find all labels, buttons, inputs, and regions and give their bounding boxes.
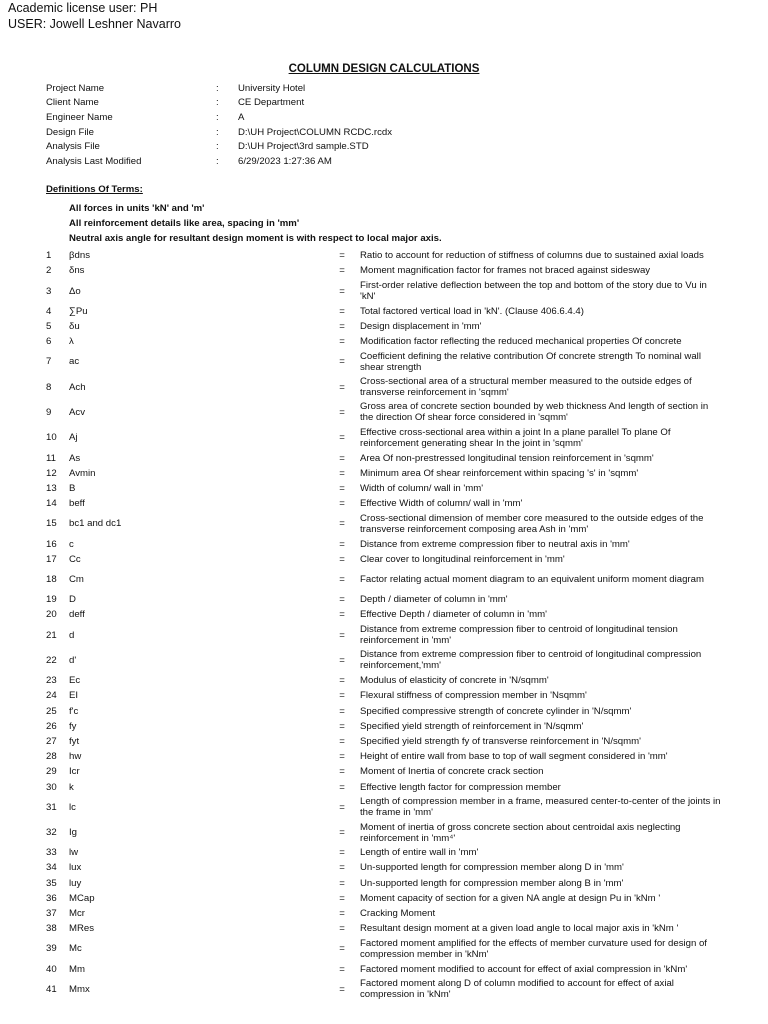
term-definition: Factor relating actual moment diagram to an equivalent uniform moment diagram	[360, 573, 704, 585]
term-definition: Effective Depth / diameter of column in 'mm'	[360, 609, 547, 621]
term-symbol: c	[69, 538, 74, 550]
term-symbol: EI	[69, 690, 79, 702]
term-definition: Cross-sectional area of a structural member measured to the outside edges of transverse reinforcement in 'sqmm'	[360, 376, 692, 399]
term-number: 10	[46, 432, 57, 444]
term-equals: =	[339, 381, 345, 393]
meta-label: Design File	[46, 126, 94, 138]
term-symbol: k	[69, 781, 74, 793]
term-definition: Moment magnification factor for frames not braced against sidesway	[360, 265, 651, 277]
term-number: 28	[46, 751, 57, 763]
term-number: 3	[46, 285, 52, 297]
term-row	[46, 936, 736, 961]
term-equals: =	[339, 943, 345, 955]
term-equals: =	[339, 553, 345, 565]
meta-value: D:\UH Project\COLUMN RCDC.rcdx	[238, 126, 393, 138]
term-definition: Total factored vertical load in 'kN'. (Clause 406.6.4.4)	[360, 305, 584, 317]
term-row	[46, 400, 736, 425]
term-definition: Factored moment along D of column modified to account for effect of axial compression in 'kNm'	[360, 978, 674, 1001]
term-equals: =	[339, 827, 345, 839]
term-symbol: deff	[69, 609, 85, 621]
term-symbol: δu	[69, 320, 80, 332]
term-equals: =	[339, 594, 345, 606]
term-equals: =	[339, 573, 345, 585]
term-row	[46, 921, 736, 936]
term-definition: Minimum area Of shear reinforcement within spacing 's' in 'sqmm'	[360, 467, 639, 479]
license-info	[8, 0, 181, 32]
term-definition: Design displacement in 'mm'	[360, 320, 482, 332]
term-row	[46, 481, 736, 496]
term-equals: =	[339, 285, 345, 297]
term-number: 7	[46, 356, 52, 368]
term-definition: Specified compressive strength of concrete cylinder in 'N/sqmm'	[360, 705, 632, 717]
term-symbol: lc	[69, 801, 76, 813]
term-row	[46, 375, 736, 400]
term-row	[46, 845, 736, 860]
term-symbol: d'	[69, 654, 77, 666]
license-user: Academic license user: PH	[8, 1, 158, 15]
meta-colon: :	[216, 155, 219, 167]
term-equals: =	[339, 781, 345, 793]
meta-value: D:\UH Project\3rd sample.STD	[238, 141, 369, 153]
term-number: 4	[46, 305, 52, 317]
term-definition: Moment of inertia of gross concrete section about centroidal axis neglecting reinforcement in 'mm⁴'	[360, 821, 681, 844]
term-symbol: lw	[69, 847, 79, 859]
term-equals: =	[339, 406, 345, 418]
term-definition: Clear cover to longitudinal reinforcement in 'mm'	[360, 553, 565, 565]
term-definition: Depth / diameter of column in 'mm'	[360, 594, 508, 606]
meta-label: Analysis Last Modified	[46, 155, 142, 167]
term-symbol: Mmx	[69, 983, 90, 995]
term-equals: =	[339, 432, 345, 444]
meta-row	[46, 96, 392, 111]
term-number: 27	[46, 735, 57, 747]
term-definition: Resultant design moment at a given load angle to local major axis in 'kNm '	[360, 923, 679, 935]
term-definition: Gross area of concrete section bounded by web thickness And length of section in the direction Of shear force considered in 'sqmm'	[360, 401, 709, 424]
meta-value: University Hotel	[238, 82, 306, 94]
license-username: USER: Jowell Leshner Navarro	[8, 17, 181, 31]
term-symbol: Ec	[69, 675, 81, 687]
term-equals: =	[339, 467, 345, 479]
term-row	[46, 496, 736, 511]
term-equals: =	[339, 356, 345, 368]
term-equals: =	[339, 452, 345, 464]
term-symbol: MRes	[69, 923, 95, 935]
term-equals: =	[339, 766, 345, 778]
term-number: 12	[46, 467, 57, 479]
term-symbol: Acv	[69, 406, 85, 418]
term-equals: =	[339, 877, 345, 889]
term-number: 17	[46, 553, 57, 565]
term-definition: Distance from extreme compression fiber to centroid of longitudinal compression reinforcement,'mm'	[360, 649, 702, 672]
term-symbol: Cm	[69, 573, 84, 585]
term-symbol: MCap	[69, 892, 95, 904]
unit-note: Neutral axis angle for resultant design moment is with respect to local major axis.	[69, 232, 442, 244]
definitions-heading: Definitions Of Terms:	[46, 184, 143, 195]
term-symbol: Aj	[69, 432, 78, 444]
term-definition: Coefficient defining the relative contribution Of concrete strength To nominal wall shear strength	[360, 350, 701, 373]
term-definition: Modification factor reflecting the reduced mechanical properties Of concrete	[360, 336, 682, 348]
term-equals: =	[339, 892, 345, 904]
term-number: 21	[46, 629, 57, 641]
term-row	[46, 607, 736, 622]
term-number: 1	[46, 250, 52, 262]
term-row	[46, 319, 736, 334]
unit-note: All forces in units 'kN' and 'm'	[69, 202, 205, 214]
unit-note: All reinforcement details like area, spacing in 'mm'	[69, 217, 300, 229]
term-row	[46, 567, 736, 592]
term-row	[46, 425, 736, 450]
term-symbol: As	[69, 452, 81, 464]
term-row	[46, 764, 736, 779]
term-symbol: Avmin	[69, 467, 96, 479]
meta-row	[46, 81, 392, 96]
term-row	[46, 304, 736, 319]
term-definition: Width of column/ wall in 'mm'	[360, 482, 484, 494]
term-row	[46, 552, 736, 567]
term-row	[46, 349, 736, 374]
term-row	[46, 536, 736, 551]
term-symbol: Ach	[69, 381, 86, 393]
term-row	[46, 749, 736, 764]
term-row	[46, 248, 736, 263]
meta-label: Client Name	[46, 97, 99, 109]
term-definition: Area Of non-prestressed longitudinal tension reinforcement in 'sqmm'	[360, 452, 654, 464]
term-symbol: λ	[69, 336, 74, 348]
term-symbol: Mc	[69, 943, 82, 955]
term-equals: =	[339, 705, 345, 717]
term-equals: =	[339, 609, 345, 621]
term-definition: Effective Width of column/ wall in 'mm'	[360, 498, 523, 510]
meta-colon: :	[216, 82, 219, 94]
term-symbol: Icr	[69, 766, 80, 778]
term-row	[46, 648, 736, 673]
term-number: 20	[46, 609, 57, 621]
term-number: 22	[46, 654, 57, 666]
term-row	[46, 623, 736, 648]
term-definition: Distance from extreme compression fiber to neutral axis in 'mm'	[360, 538, 630, 550]
term-number: 18	[46, 573, 57, 585]
term-definition: Length of entire wall in 'mm'	[360, 847, 479, 859]
term-row	[46, 876, 736, 891]
term-equals: =	[339, 983, 345, 995]
term-number: 36	[46, 892, 57, 904]
term-number: 25	[46, 705, 57, 717]
term-definition: Cracking Moment	[360, 908, 436, 920]
term-symbol: fyt	[69, 735, 80, 747]
term-equals: =	[339, 265, 345, 277]
term-number: 13	[46, 482, 57, 494]
term-row	[46, 334, 736, 349]
term-row	[46, 278, 736, 303]
meta-colon: :	[216, 141, 219, 153]
term-symbol: d	[69, 629, 75, 641]
term-equals: =	[339, 751, 345, 763]
term-symbol: beff	[69, 498, 85, 510]
meta-value: CE Department	[238, 97, 305, 109]
term-row	[46, 977, 736, 1002]
term-definition: Specified yield strength fy of transverse reinforcement in 'N/sqmm'	[360, 735, 641, 747]
term-equals: =	[339, 538, 345, 550]
term-definition: Distance from extreme compression fiber to centroid of longitudinal tension reinforcement in 'mm'	[360, 624, 678, 647]
term-equals: =	[339, 498, 345, 510]
term-definition: Ratio to account for reduction of stiffness of columns due to sustained axial loads	[360, 250, 704, 262]
term-row	[46, 734, 736, 749]
term-number: 34	[46, 862, 57, 874]
term-row	[46, 795, 736, 820]
term-row	[46, 820, 736, 845]
meta-value: 6/29/2023 1:27:36 AM	[238, 155, 332, 167]
term-equals: =	[339, 862, 345, 874]
term-symbol: ∑Pu	[69, 305, 88, 317]
unit-notes	[69, 201, 442, 246]
meta-label: Project Name	[46, 82, 105, 94]
term-definition: Cross-sectional dimension of member core measured to the outside edges of the transverse reinforcement composing area Ash in 'mm'	[360, 512, 704, 535]
document-title: COLUMN DESIGN CALCULATIONS	[288, 63, 480, 75]
term-number: 38	[46, 923, 57, 935]
term-number: 31	[46, 801, 57, 813]
term-symbol: δns	[69, 265, 85, 277]
meta-colon: :	[216, 126, 219, 138]
term-definition: Un-supported length for compression member along D in 'mm'	[360, 862, 624, 874]
term-equals: =	[339, 482, 345, 494]
term-equals: =	[339, 336, 345, 348]
term-row	[46, 263, 736, 278]
meta-label: Engineer Name	[46, 111, 113, 123]
term-equals: =	[339, 908, 345, 920]
term-definition: Length of compression member in a frame, measured center-to-center of the joints in the frame in 'mm'	[360, 796, 721, 819]
term-equals: =	[339, 629, 345, 641]
term-symbol: fy	[69, 720, 77, 732]
term-row	[46, 703, 736, 718]
term-row	[46, 860, 736, 875]
term-row	[46, 466, 736, 481]
term-equals: =	[339, 735, 345, 747]
term-number: 19	[46, 594, 57, 606]
term-symbol: Mm	[69, 963, 85, 975]
term-definition: Factored moment amplified for the effects of member curvature used for design of compression member in 'kNm'	[360, 937, 707, 960]
term-equals: =	[339, 305, 345, 317]
term-equals: =	[339, 720, 345, 732]
term-number: 40	[46, 963, 57, 975]
term-number: 2	[46, 265, 52, 277]
term-number: 5	[46, 320, 52, 332]
term-symbol: βdns	[69, 250, 90, 262]
term-number: 39	[46, 943, 57, 955]
meta-row	[46, 139, 392, 154]
term-equals: =	[339, 690, 345, 702]
term-number: 37	[46, 908, 57, 920]
project-info	[46, 81, 392, 169]
term-definition: Specified yield strength of reinforcement in 'N/sqmm'	[360, 720, 584, 732]
term-equals: =	[339, 518, 345, 530]
meta-row	[46, 125, 392, 140]
term-number: 11	[46, 452, 56, 464]
term-row	[46, 592, 736, 607]
term-definition: Height of entire wall from base to top of wall segment considered in 'mm'	[360, 751, 668, 763]
term-number: 32	[46, 827, 57, 839]
term-number: 33	[46, 847, 57, 859]
term-symbol: D	[69, 594, 76, 606]
term-definition: Factored moment modified to account for effect of axial compression in 'kNm'	[360, 963, 688, 975]
term-number: 35	[46, 877, 57, 889]
term-number: 24	[46, 690, 57, 702]
term-symbol: luy	[69, 877, 82, 889]
term-equals: =	[339, 963, 345, 975]
term-number: 14	[46, 498, 57, 510]
term-row	[46, 962, 736, 977]
term-definition: Effective cross-sectional area within a joint In a plane parallel To plane Of reinforcement generating shear In the joint in 'sqmm'	[360, 426, 671, 449]
term-definition: Moment capacity of section for a given NA angle at design Pu in 'kNm '	[360, 892, 661, 904]
term-row	[46, 450, 736, 465]
meta-colon: :	[216, 97, 219, 109]
term-symbol: Δo	[69, 285, 81, 297]
term-symbol: Cc	[69, 553, 81, 565]
term-row	[46, 779, 736, 794]
term-symbol: lux	[69, 862, 82, 874]
term-symbol: f'c	[69, 705, 79, 717]
term-symbol: ac	[69, 356, 80, 368]
term-equals: =	[339, 320, 345, 332]
meta-row	[46, 110, 392, 125]
term-row	[46, 673, 736, 688]
term-number: 30	[46, 781, 57, 793]
term-number: 29	[46, 766, 57, 778]
term-number: 41	[46, 983, 57, 995]
term-row	[46, 906, 736, 921]
term-row	[46, 719, 736, 734]
term-equals: =	[339, 847, 345, 859]
meta-value: A	[238, 111, 245, 123]
term-equals: =	[339, 923, 345, 935]
term-definition: Moment of Inertia of concrete crack section	[360, 766, 544, 778]
term-definition: First-order relative deflection between the top and bottom of the story due to Vu in 'kN'	[360, 279, 707, 303]
term-row	[46, 511, 736, 536]
terms-list	[46, 248, 736, 1002]
term-symbol: Ig	[69, 827, 78, 839]
term-number: 15	[46, 518, 57, 530]
term-equals: =	[339, 801, 345, 813]
meta-colon: :	[216, 111, 219, 123]
term-number: 23	[46, 675, 57, 687]
term-definition: Flexural stiffness of compression member in 'Nsqmm'	[360, 690, 587, 702]
term-symbol: hw	[69, 751, 82, 763]
term-equals: =	[339, 654, 345, 666]
term-definition: Modulus of elasticity of concrete in 'N/sqmm'	[360, 675, 549, 687]
term-equals: =	[339, 675, 345, 687]
meta-label: Analysis File	[46, 141, 100, 153]
term-number: 8	[46, 381, 52, 393]
term-equals: =	[339, 250, 345, 262]
term-row	[46, 891, 736, 906]
term-number: 16	[46, 538, 57, 550]
term-definition: Effective length factor for compression member	[360, 781, 561, 793]
term-number: 6	[46, 336, 52, 348]
term-symbol: Mcr	[69, 908, 85, 920]
meta-row	[46, 154, 392, 169]
term-definition: Un-supported length for compression member along B in 'mm'	[360, 877, 624, 889]
term-symbol: B	[69, 482, 76, 494]
term-number: 26	[46, 720, 57, 732]
term-number: 9	[46, 406, 52, 418]
term-symbol: bc1 and dc1	[69, 518, 122, 530]
term-row	[46, 688, 736, 703]
